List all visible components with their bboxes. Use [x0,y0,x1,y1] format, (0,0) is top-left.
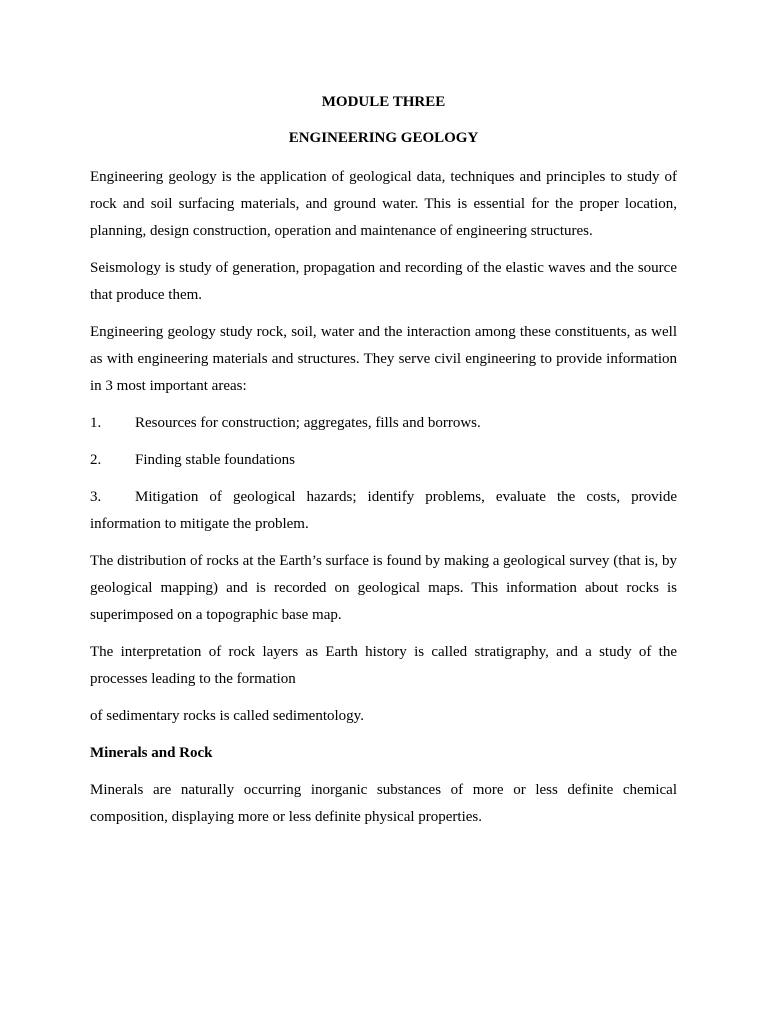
list-item-2 [90,447,677,474]
list-number: 2. [90,452,102,468]
paragraph-distribution: The distribution of rocks at the Earth’s surface is found by making a geological survey (that is, by geological mapping) and is recorded on geological maps. This information about rocks is superimposed on a topographic base map. [90,553,677,623]
paragraph-study-areas: Engineering geology study rock, soil, water and the interaction among these constituents, as well as with engineering materials and structures. They serve civil engineering to provide information in 3 most important areas: [90,324,677,394]
list-text: Finding stable foundations [135,452,295,468]
list-item-1 [90,410,677,437]
list-item-3 [90,484,677,538]
list-number: 3. [90,489,102,505]
section-title: ENGINEERING GEOLOGY [288,130,479,146]
list-text: Mitigation of geological hazards; identify problems, evaluate the costs, provide information to mitigate the problem. [90,489,677,532]
list-text: Resources for construction; aggregates, fills and borrows. [135,415,481,431]
subheading-minerals-and-rock: Minerals and Rock [90,745,213,761]
module-title: MODULE THREE [321,94,446,110]
paragraph-sedimentology: of sedimentary rocks is called sedimentology. [90,708,364,724]
paragraph-engineering-geology: Engineering geology is the application of geological data, techniques and principles to study of rock and soil surfacing materials, and ground water. This is essential for the proper location, planning, design construction, operation and maintenance of engineering structures. [90,169,677,239]
list-number: 1. [90,415,102,431]
paragraph-seismology: Seismology is study of generation, propagation and recording of the elastic waves and the source that produce them. [90,260,677,303]
paragraph-minerals: Minerals are naturally occurring inorganic substances of more or less definite chemical composition, displaying more or less definite physical properties. [90,782,677,825]
document-page [90,91,677,841]
paragraph-interpretation: The interpretation of rock layers as Earth history is called stratigraphy, and a study of the processes leading to the formation [90,644,677,687]
